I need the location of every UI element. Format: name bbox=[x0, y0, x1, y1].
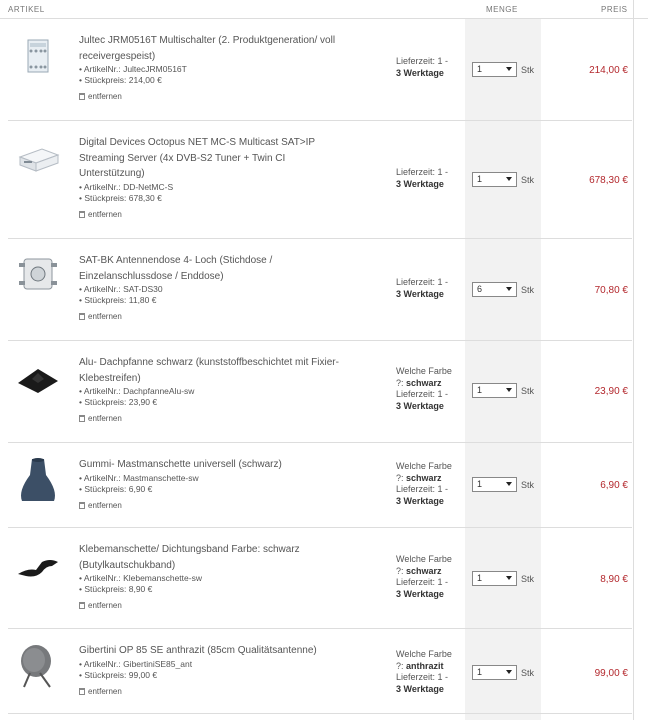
cart-row bbox=[8, 443, 632, 528]
quantity-select[interactable] bbox=[472, 383, 517, 398]
item-price: 678,30 € bbox=[589, 175, 628, 186]
item-price: 99,00 € bbox=[594, 668, 628, 679]
remove-label: entfernen bbox=[88, 92, 122, 101]
item-unit-price: • Stückpreis: 6,90 € bbox=[79, 483, 153, 494]
item-unit-price: • Stückpreis: 8,90 € bbox=[79, 584, 153, 594]
unit-label: Stk bbox=[521, 480, 535, 490]
color-label: Welche Farbe bbox=[396, 366, 452, 376]
roof-tile-image bbox=[16, 359, 60, 397]
chevron-down-icon bbox=[506, 670, 512, 674]
delivery-label: Lieferzeit: 1 - bbox=[396, 484, 449, 494]
remove-label: entfernen bbox=[88, 414, 122, 423]
color-label: Welche Farbe bbox=[396, 649, 452, 659]
quantity-select[interactable] bbox=[472, 571, 517, 586]
mast-sleeve-image bbox=[16, 457, 60, 503]
item-title-line: Gummi- Mastmanschette universell (schwarz) bbox=[79, 459, 282, 470]
remove-link[interactable] bbox=[79, 210, 379, 219]
cart-row bbox=[8, 121, 632, 239]
color-prefix: ?: bbox=[396, 472, 404, 483]
quantity-value: 1 bbox=[477, 667, 483, 677]
item-price: 23,90 € bbox=[594, 386, 628, 397]
color-value: schwarz bbox=[406, 472, 442, 483]
item-unit-price: • Stückpreis: 23,90 € bbox=[79, 397, 158, 407]
delivery-value: 3 Werktage bbox=[396, 683, 444, 694]
color-value: schwarz bbox=[406, 565, 442, 576]
item-title-line: receivergespeist) bbox=[79, 50, 156, 62]
trash-icon bbox=[79, 602, 85, 609]
item-title-line: Einzelanschlussdose / Enddose) bbox=[79, 270, 224, 282]
item-title-line: Alu- Dachpfanne schwarz (kunststoffbeschichtet mit Fixier- bbox=[79, 357, 339, 368]
delivery-label: Lieferzeit: 1 - bbox=[396, 577, 449, 587]
delivery-label: Lieferzeit: 1 - bbox=[396, 277, 449, 287]
item-artnr: • ArtikelNr.: GibertiniSE85_ant bbox=[79, 658, 193, 669]
delivery-label: Lieferzeit: 1 - bbox=[396, 389, 449, 399]
item-title-line: Unterstützung) bbox=[79, 168, 145, 179]
multiswitch-image bbox=[16, 37, 60, 75]
item-title-line: SAT-BK Antennendose 4- Loch (Stichdose / bbox=[79, 255, 273, 266]
delivery-info bbox=[396, 366, 471, 412]
item-unit-price: • Stückpreis: 678,30 € bbox=[79, 192, 162, 203]
header-menge: MENGE bbox=[486, 5, 518, 14]
item-unit-price: • Stückpreis: 99,00 € bbox=[79, 669, 158, 680]
remove-label: entfernen bbox=[88, 500, 122, 510]
item-price: 214,00 € bbox=[589, 65, 628, 76]
item-artnr: • ArtikelNr.: Mastmanschette-sw bbox=[79, 472, 199, 483]
item-artnr: • ArtikelNr.: DachpfanneAlu-sw bbox=[79, 386, 195, 396]
header-artikel: ARTIKEL bbox=[8, 5, 45, 14]
color-prefix: ?: bbox=[396, 377, 404, 388]
quantity-select[interactable] bbox=[472, 477, 517, 492]
quantity-select[interactable] bbox=[472, 665, 517, 680]
item-unit-price: • Stückpreis: 11,80 € bbox=[79, 295, 157, 305]
color-label: Welche Farbe bbox=[396, 554, 452, 564]
item-title-line: Klebestreifen) bbox=[79, 372, 141, 384]
cart-row bbox=[8, 341, 632, 443]
cart-row bbox=[8, 19, 632, 121]
cart-row bbox=[8, 629, 632, 714]
delivery-value: 3 Werktage bbox=[396, 495, 444, 506]
header-preis: PREIS bbox=[601, 5, 628, 14]
delivery-value: 3 Werktage bbox=[396, 400, 444, 411]
trash-icon bbox=[79, 313, 85, 320]
remove-link[interactable] bbox=[79, 312, 379, 321]
item-title-line: (Butylkautschukband) bbox=[79, 559, 176, 571]
seal-tape-image bbox=[16, 548, 60, 586]
trash-icon bbox=[79, 688, 85, 695]
delivery-value: 3 Werktage bbox=[396, 588, 444, 599]
delivery-info bbox=[396, 277, 471, 300]
unit-label: Stk bbox=[521, 574, 535, 584]
item-title-line: Jultec JRM0516T Multischalter (2. Produktgeneration/ voll bbox=[79, 35, 336, 46]
remove-label: entfernen bbox=[88, 312, 122, 321]
remove-link[interactable] bbox=[79, 601, 379, 610]
remove-link[interactable] bbox=[79, 501, 379, 510]
satellite-dish-image bbox=[16, 643, 60, 689]
remove-link[interactable] bbox=[79, 414, 379, 423]
color-value: schwarz bbox=[406, 377, 442, 388]
delivery-info bbox=[396, 56, 471, 79]
item-title-line: Digital Devices Octopus NET MC-S Multicast SAT>IP bbox=[79, 137, 316, 148]
delivery-value: 3 Werktage bbox=[396, 178, 444, 189]
quantity-select[interactable] bbox=[472, 282, 517, 297]
chevron-down-icon bbox=[506, 388, 512, 392]
trash-icon bbox=[79, 415, 85, 422]
remove-label: entfernen bbox=[88, 209, 122, 219]
color-prefix: ?: bbox=[396, 660, 404, 671]
quantity-value: 1 bbox=[477, 174, 483, 184]
item-title-line: Klebemanschette/ Dichtungsband Farbe: schwarz bbox=[79, 544, 300, 555]
remove-link[interactable] bbox=[79, 687, 379, 696]
quantity-value: 1 bbox=[477, 64, 483, 74]
remove-link[interactable] bbox=[79, 92, 379, 101]
trash-icon bbox=[79, 93, 85, 100]
unit-label: Stk bbox=[521, 668, 535, 678]
item-price: 6,90 € bbox=[600, 480, 628, 491]
trash-icon bbox=[79, 502, 85, 509]
item-price: 8,90 € bbox=[600, 574, 628, 585]
cart-row bbox=[8, 239, 632, 341]
table-right-border bbox=[633, 0, 634, 720]
quantity-select[interactable] bbox=[472, 172, 517, 187]
server-image bbox=[16, 139, 60, 177]
socket-image bbox=[16, 255, 60, 293]
remove-label: entfernen bbox=[88, 686, 122, 696]
color-value: anthrazit bbox=[406, 660, 444, 671]
chevron-down-icon bbox=[506, 287, 512, 291]
color-label: Welche Farbe bbox=[396, 461, 452, 471]
delivery-info bbox=[396, 461, 471, 507]
delivery-label: Lieferzeit: 1 - bbox=[396, 167, 449, 177]
color-prefix: ?: bbox=[396, 565, 404, 576]
item-artnr: • ArtikelNr.: SAT-DS30 bbox=[79, 284, 163, 294]
delivery-value: 3 Werktage bbox=[396, 288, 444, 299]
delivery-label: Lieferzeit: 1 - bbox=[396, 672, 449, 682]
item-title-line: Streaming Server (4x DVB-S2 Tuner + Twin CI bbox=[79, 152, 286, 164]
delivery-info bbox=[396, 554, 471, 600]
item-unit-price: • Stückpreis: 214,00 € bbox=[79, 75, 162, 85]
cart-table-header bbox=[0, 0, 648, 19]
quantity-value: 1 bbox=[477, 385, 483, 395]
remove-label: entfernen bbox=[88, 601, 122, 610]
item-artnr: • ArtikelNr.: JultecJRM0516T bbox=[79, 64, 187, 74]
chevron-down-icon bbox=[506, 67, 512, 71]
delivery-value: 3 Werktage bbox=[396, 67, 444, 78]
unit-label: Stk bbox=[521, 65, 535, 75]
quantity-value: 1 bbox=[477, 573, 483, 583]
unit-label: Stk bbox=[521, 285, 535, 295]
item-title-line: Gibertini OP 85 SE anthrazit (85cm Qualitätsantenne) bbox=[79, 645, 317, 656]
unit-label: Stk bbox=[521, 175, 535, 185]
item-artnr: • ArtikelNr.: DD-NetMC-S bbox=[79, 181, 174, 192]
chevron-down-icon bbox=[506, 177, 512, 181]
item-price: 70,80 € bbox=[594, 285, 628, 296]
chevron-down-icon bbox=[506, 482, 512, 486]
delivery-label: Lieferzeit: 1 - bbox=[396, 56, 449, 66]
cart-row bbox=[8, 528, 632, 629]
unit-label: Stk bbox=[521, 386, 535, 396]
item-artnr: • ArtikelNr.: Klebemanschette-sw bbox=[79, 573, 202, 583]
trash-icon bbox=[79, 211, 85, 218]
quantity-value: 1 bbox=[477, 479, 483, 489]
quantity-select[interactable] bbox=[472, 62, 517, 77]
chevron-down-icon bbox=[506, 576, 512, 580]
delivery-info bbox=[396, 167, 471, 190]
quantity-value: 6 bbox=[477, 284, 483, 294]
delivery-info bbox=[396, 649, 471, 695]
